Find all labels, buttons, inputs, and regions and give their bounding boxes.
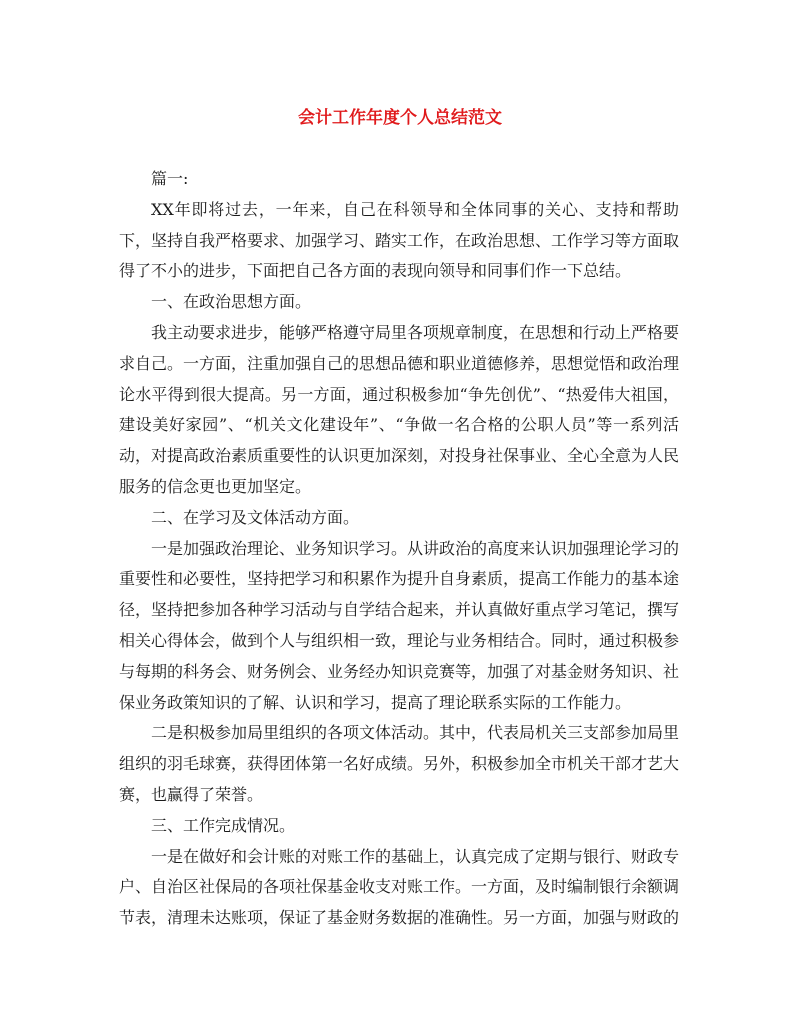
paragraph-work-completion: 一是在做好和会计账的对账工作的基础上，认真完成了定期与银行、财政专户、自治区社保局的各项社保基金收支对账工作。一方面，及时编制银行余额调节表，清理未达账项，保证了基金财务数据的准确性。另一方面，加强与财政的 [119, 846, 680, 928]
paragraph-activities: 二是积极参加局里组织的各项文体活动。其中，代表局机关三支部参加局里组织的羽毛球赛，获得团体第一名好成绩。另外，积极参加全市机关干部才艺大赛，也赢得了荣誉。 [119, 723, 680, 804]
heading-study-activities: 二、在学习及文体活动方面。 [151, 507, 360, 527]
paragraph-intro: XX年即将过去，一年来，自己在科领导和全体同事的关心、支持和帮助下，坚持自我严格要求、加强学习、踏实工作，在政治思想、工作学习等方面取得了不小的进步，下面把自己各方面的表现向领导和同事们作一下总结。 [119, 199, 680, 281]
heading-political-thought: 一、在政治思想方面。 [151, 292, 312, 312]
paragraph-study: 一是加强政治理论、业务知识学习。从讲政治的高度来认识加强理论学习的重要性和必要性，坚持把学习和积累作为提升自身素质，提高工作能力的基本途径，坚持把参加各种学习活动与自学结合起来，并认真做好重点学习笔记，撰写相关心得体会，做到个人与组织相一致，理论与业务相结合。同时，通过积极参与每期的科务会、财务例会、业务经办知识竞赛等，加强了对基金财务知识、社保业务政策知识的了解、认识和学习，提高了理论联系实际的工作能力。 [119, 538, 680, 712]
paragraph-political-thought: 我主动要求进步，能够严格遵守局里各项规章制度，在思想和行动上严格要求自己。一方面，注重加强自己的思想品德和职业道德修养，思想觉悟和政治理论水平得到很大提高。另一方面，通过积极参加“争先创优”、“热爱伟大祖国，建设美好家园”、“机关文化建设年”、“争做一名合格的公职人员”等一系列活动，对提高政治素质重要性的认识更加深刻，对投身社保事业、全心全意为人民服务的信念更也更加坚定。 [119, 322, 680, 496]
document-body [119, 164, 679, 934]
paragraph-section-label: 篇一: [151, 169, 189, 188]
document-title: 会计工作年度个人总结范文 [298, 108, 502, 128]
heading-work-completion: 三、工作完成情况。 [151, 815, 296, 835]
